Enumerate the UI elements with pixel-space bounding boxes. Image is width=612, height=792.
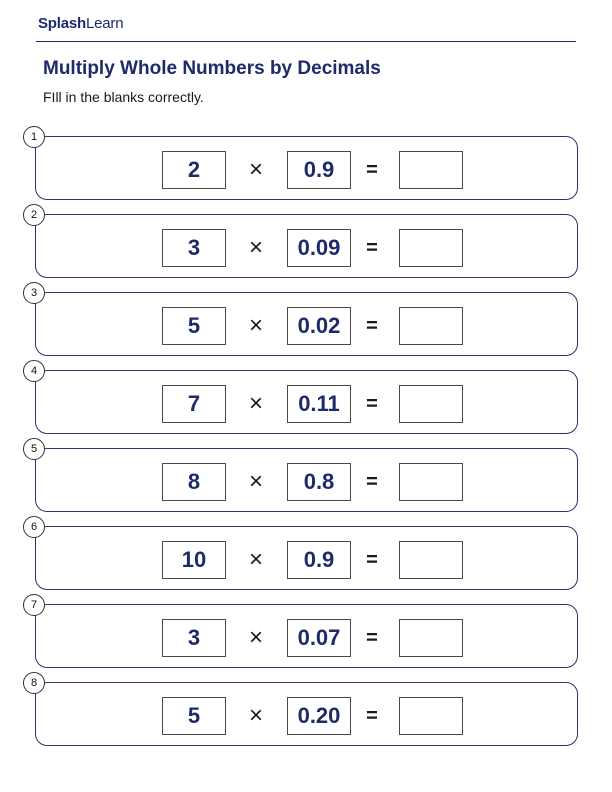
worksheet-instructions: FIll in the blanks correctly. [43, 89, 204, 105]
times-sign: × [248, 624, 263, 651]
answer-blank[interactable] [399, 385, 463, 423]
question-number: 4 [23, 360, 45, 382]
question-number: 3 [23, 282, 45, 304]
problem-row [30, 209, 578, 278]
decimal-box: 0.8 [287, 463, 351, 501]
times-sign: × [248, 156, 263, 183]
decimal-box: 0.9 [287, 541, 351, 579]
decimal-box: 0.09 [287, 229, 351, 267]
decimal-box: 0.07 [287, 619, 351, 657]
times-sign: × [248, 468, 263, 495]
logo-learn-text: Learn [85, 15, 124, 32]
decimal-box: 0.11 [287, 385, 351, 423]
equals-sign: = [366, 158, 378, 181]
whole-number-box: 10 [162, 541, 226, 579]
question-number: 1 [23, 126, 45, 148]
problem-row [30, 677, 578, 746]
whole-number-box: 3 [162, 619, 226, 657]
answer-blank[interactable] [399, 619, 463, 657]
question-number: 7 [23, 594, 45, 616]
problem-row [30, 365, 578, 434]
whole-number-box: 7 [162, 385, 226, 423]
times-sign: × [248, 234, 263, 261]
whole-number-box: 5 [162, 307, 226, 345]
equals-sign: = [366, 236, 378, 259]
times-sign: × [248, 702, 263, 729]
question-number: 5 [23, 438, 45, 460]
decimal-box: 0.20 [287, 697, 351, 735]
question-number: 6 [23, 516, 45, 538]
answer-blank[interactable] [399, 697, 463, 735]
equals-sign: = [366, 314, 378, 337]
logo-splash-text: Splash [38, 15, 86, 32]
problem-row [30, 443, 578, 512]
problem-row [30, 599, 578, 668]
problem-row [30, 131, 578, 200]
equals-sign: = [366, 704, 378, 727]
answer-blank[interactable] [399, 463, 463, 501]
times-sign: × [248, 312, 263, 339]
question-number: 8 [23, 672, 45, 694]
equals-sign: = [366, 392, 378, 415]
problem-row [30, 287, 578, 356]
question-number: 2 [23, 204, 45, 226]
times-sign: × [248, 546, 263, 573]
decimal-box: 0.9 [287, 151, 351, 189]
decimal-box: 0.02 [287, 307, 351, 345]
times-sign: × [248, 390, 263, 417]
answer-blank[interactable] [399, 151, 463, 189]
worksheet-title: Multiply Whole Numbers by Decimals [43, 58, 381, 79]
equals-sign: = [366, 626, 378, 649]
whole-number-box: 2 [162, 151, 226, 189]
answer-blank[interactable] [399, 229, 463, 267]
answer-blank[interactable] [399, 541, 463, 579]
answer-blank[interactable] [399, 307, 463, 345]
equals-sign: = [366, 470, 378, 493]
whole-number-box: 5 [162, 697, 226, 735]
whole-number-box: 8 [162, 463, 226, 501]
equals-sign: = [366, 548, 378, 571]
problem-row [30, 521, 578, 590]
whole-number-box: 3 [162, 229, 226, 267]
